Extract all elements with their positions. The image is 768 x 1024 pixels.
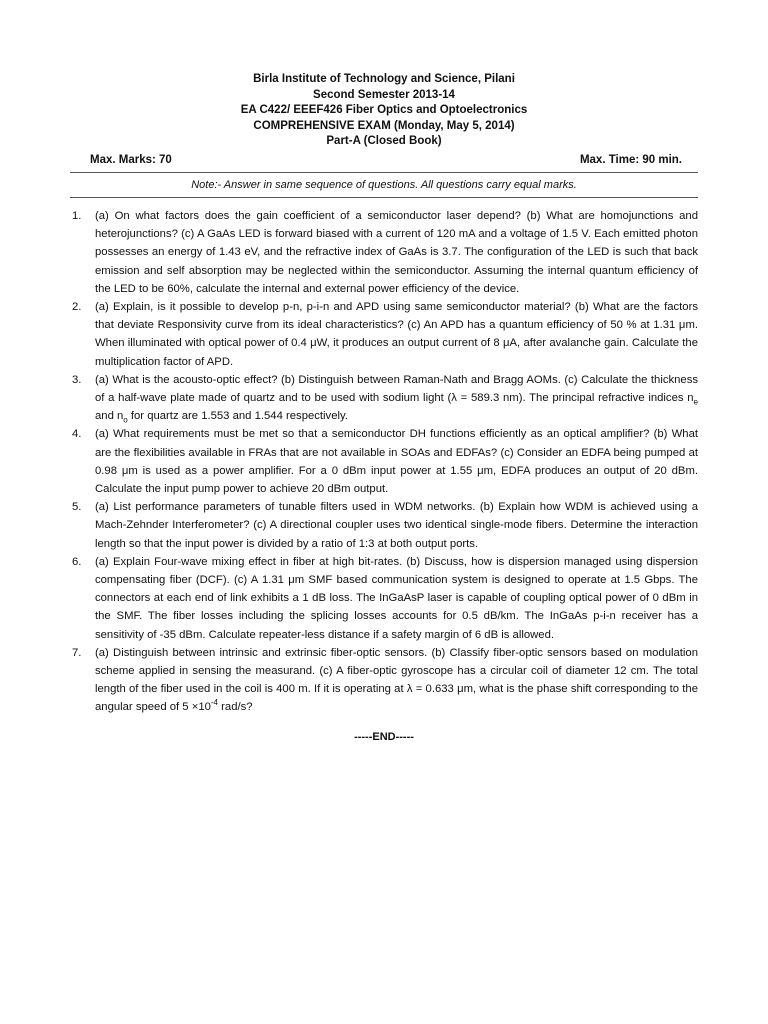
question-list [72, 207, 698, 717]
question-text: (a) What requirements must be met so that a semiconductor DH functions efficiently as an optical amplifier? (b) What are the flexibilities available in FRAs that are not available in SOAs and EDFAs? (c) Consider an EDFA being pumped at 0.98 μm is used as a power amplifier. For a 0 dBm input power at 1.55 μm, EDFA produces an output of 20 dBm. Calculate the input pump power to achieve 20 dBm output. [95, 428, 698, 496]
divider-top [70, 172, 698, 173]
max-time: Max. Time: 90 min. [579, 154, 682, 166]
subscript-o: o [123, 415, 128, 425]
question-number: 1. [72, 210, 82, 222]
question-number: 2. [72, 301, 82, 314]
question-text: (a) List performance parameters of tunable filters used in WDM networks. (b) Explain how WDM is achieved using a Mach-Zehnder Interferometer? (c) A directional coupler uses two identical single-mode fibers. Determine the interaction length so that the input power is divided by a ratio of 1:3 at both output ports. [95, 501, 698, 550]
question-text: (a) Explain, is it possible to develop p-n, p-i-n and APD using same semiconductor material? (b) What are the factors that deviate Responsivity curve from its ideal characteristics? (c) An APD has a quantum efficiency of 50 % at 1.31 μm. When illuminated with optical power of 0.4 μW, it produces an output current of 8 μA, after avalanche gain. Calculate the multiplication factor of APD. [95, 301, 698, 368]
question-text: (a) Explain Four-wave mixing effect in fiber at high bit-rates. (b) Discuss, how is dispersion managed using dispersion compensating fiber (DCF). (c) A 1.31 μm SMF based communication system is designed to operate at 1.5 Gbps. The connectors at each end of link exhibits a 1 dB loss. The InGaAsP laser is capable of coupling optical power of 0 dBm in the SMF. The fiber losses including the splicing losses accounts for 0.5 dB/km. The InGaAs p-i-n receiver has a sensitivity of -35 dBm. Calculate repeater-less distance if a safety margin of 6 dB is allowed. [95, 555, 698, 641]
exam-header [0, 72, 768, 150]
question-number: 6. [72, 555, 82, 568]
question-text: (a) Distinguish between intrinsic and extrinsic fiber-optic sensors. (b) Classify fiber-optic sensors based on modulation scheme applied in sensing the measurand. (c) A fiber-optic gyroscope has a circular coil of diameter 12 cm. The total length of the fiber used in the coil is 400 m. If it is operating at λ = 0.633 μm, what is the phase shift corresponding to the angular speed of $5 \times 10^{-4}$ rad/s? [95, 646, 698, 714]
subscript-e: e [693, 397, 698, 407]
question-number: 4. [72, 428, 82, 441]
question-text: (a) What is the acousto-optic effect? (b) Distinguish between Raman-Nath and Bragg AOMs. (c) Calculate the thickness of a half-wave plate made of quartz and to be used with sodium light (λ = 589.3 nm). The principal refractive indices $n_e$ and $n_o$ for quartz are 1.553 and 1.544 respectively. [95, 373, 698, 425]
superscript-exponent: -4 [210, 698, 219, 708]
course-title: EA C422/ EEEF426 Fiber Optics and Optoelectronics [240, 104, 528, 116]
question-number: 5. [72, 501, 82, 514]
question-4 [72, 425, 698, 498]
question-2 [72, 298, 698, 371]
exam-title: COMPREHENSIVE EXAM (Monday, May 5, 2014) [253, 119, 515, 132]
question-number: 7. [72, 646, 82, 659]
exam-note: Note:- Answer in same sequence of questions. All questions carry equal marks. [191, 179, 577, 191]
question-3 [72, 371, 698, 426]
question-7 [72, 644, 698, 717]
question-number: 3. [72, 373, 82, 386]
max-marks: Max. Marks: 70 [90, 154, 172, 166]
divider-bottom [70, 197, 698, 198]
question-1 [72, 207, 698, 298]
end-marker: -----END----- [354, 731, 414, 743]
question-5 [72, 498, 698, 553]
semester: Second Semester 2013-14 [313, 88, 455, 101]
question-6 [72, 553, 698, 644]
exam-part: Part-A (Closed Book) [326, 135, 442, 147]
question-text: (a) On what factors does the gain coefficient of a semiconductor laser depend? (b) What are homojunctions and heterojunctions? (c) A GaAs LED is forward biased with a current of 120 mA and a voltage of 1.5 V. Each emitted photon possesses an energy of 1.43 eV, and the refractive index of GaAs is 3.7. The configuration of the LED is such that back emission and self absorption may be neglected within the semiconductor. Assuming the internal quantum efficiency of the LED to be 60%, calculate the internal and external power efficiency of the device. [95, 210, 698, 295]
institute-name: Birla Institute of Technology and Science, Pilani [253, 73, 515, 85]
